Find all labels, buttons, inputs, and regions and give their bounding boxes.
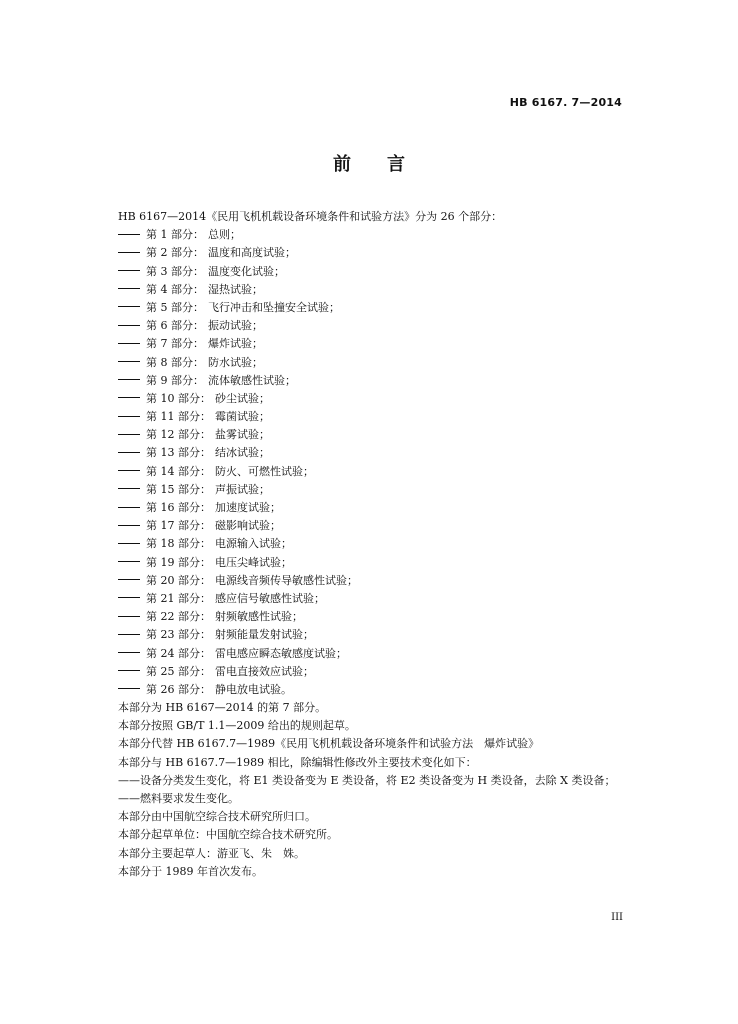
list-dash — [118, 561, 140, 562]
list-dash — [118, 434, 140, 435]
part-title: 电压尖峰试验； — [215, 555, 292, 569]
proposer-statement: 本部分由中国航空综合技术研究所归口。 — [118, 810, 316, 824]
foreword-body — [118, 208, 628, 881]
part-list-item — [118, 281, 628, 299]
list-dash — [118, 306, 140, 307]
part-title: 湿热试验； — [208, 282, 263, 296]
part-list-item — [118, 572, 628, 590]
list-dash — [118, 343, 140, 344]
part-title: 静电放电试验。 — [215, 682, 292, 696]
part-title: 加速度试验； — [215, 501, 281, 514]
part-list-item — [118, 499, 628, 517]
part-title: 霉菌试验； — [215, 410, 270, 424]
part-label: 第 22 部分： — [146, 610, 211, 624]
list-dash — [118, 507, 140, 508]
part-title: 声振试验； — [215, 482, 270, 496]
standard-number: HB 6167. 7—2014 — [509, 96, 622, 109]
list-dash — [118, 688, 140, 689]
part-label: 第 13 部分： — [146, 446, 211, 460]
list-dash — [118, 325, 140, 326]
part-list-item — [118, 463, 628, 481]
list-dash — [118, 488, 140, 489]
page-number: III — [611, 912, 623, 923]
part-label: 第 19 部分： — [146, 555, 211, 569]
part-list-item — [118, 681, 628, 699]
list-dash — [118, 270, 140, 271]
list-dash — [118, 634, 140, 635]
part-list-item — [118, 299, 628, 317]
list-dash — [118, 670, 140, 671]
intro-line: HB 6167—2014《民用飞机机载设备环境条件和试验方法》分为 26 个部分： — [118, 210, 503, 223]
list-dash — [118, 579, 140, 580]
first-release-statement: 本部分于 1989 年首次发布。 — [118, 864, 263, 878]
list-dash — [118, 416, 140, 417]
part-label: 第 1 部分： — [146, 228, 204, 242]
list-dash — [118, 379, 140, 380]
part-list-item — [118, 554, 628, 572]
part-list-item — [118, 608, 628, 626]
list-dash — [118, 525, 140, 526]
part-list-item — [118, 481, 628, 499]
part-label: 第 21 部分： — [146, 591, 211, 605]
part-label: 第 20 部分： — [146, 573, 211, 587]
part-title: 雷电直接效应试验； — [215, 664, 314, 678]
part-title: 防火、可燃性试验； — [215, 464, 314, 478]
part-label: 第 10 部分： — [146, 391, 211, 405]
part-label: 第 23 部分： — [146, 628, 211, 642]
part-label: 第 12 部分： — [146, 428, 211, 442]
part-list-item — [118, 626, 628, 644]
part-list-item — [118, 444, 628, 462]
part-title: 温度变化试验； — [208, 264, 285, 278]
part-label: 第 18 部分： — [146, 537, 211, 551]
part-number-statement: 本部分为 HB 6167—2014 的第 7 部分。 — [118, 701, 327, 715]
part-list-item — [118, 263, 628, 281]
part-title: 射频敏感性试验； — [215, 610, 303, 624]
part-title: 爆炸试验； — [208, 337, 263, 351]
part-list-item — [118, 408, 628, 426]
part-label: 第 14 部分： — [146, 464, 211, 478]
part-list-item — [118, 590, 628, 608]
part-title: 振动试验； — [208, 319, 263, 333]
part-label: 第 9 部分： — [146, 373, 204, 387]
part-list-item — [118, 226, 628, 244]
list-dash — [118, 616, 140, 617]
list-dash — [118, 597, 140, 598]
part-label: 第 11 部分： — [146, 410, 211, 424]
list-dash — [118, 288, 140, 289]
part-title: 感应信号敏感性试验； — [215, 591, 325, 605]
part-title: 射频能量发射试验； — [215, 628, 314, 642]
list-dash — [118, 234, 140, 235]
drafters-statement: 本部分主要起草人：游亚飞、朱 姝。 — [118, 846, 305, 860]
part-title: 砂尘试验； — [215, 391, 270, 405]
changes-intro-statement: 本部分与 HB 6167.7—1989 相比，除编辑性修改外主要技术变化如下： — [118, 755, 477, 769]
part-list-item — [118, 244, 628, 262]
part-label: 第 26 部分： — [146, 682, 211, 696]
part-label: 第 3 部分： — [146, 264, 204, 278]
part-list-item — [118, 372, 628, 390]
part-label: 第 2 部分： — [146, 246, 204, 260]
part-label: 第 8 部分： — [146, 355, 204, 369]
list-dash — [118, 252, 140, 253]
part-title: 盐雾试验； — [215, 428, 270, 442]
part-label: 第 7 部分： — [146, 337, 204, 351]
part-list-item — [118, 517, 628, 535]
part-list-item — [118, 535, 628, 553]
part-title: 磁影响试验； — [215, 519, 281, 533]
part-list-item — [118, 645, 628, 663]
list-dash — [118, 652, 140, 653]
part-title: 温度和高度试验； — [208, 246, 296, 260]
part-title: 总则； — [208, 228, 241, 242]
part-label: 第 24 部分： — [146, 646, 211, 660]
list-dash — [118, 470, 140, 471]
change-item: ——燃料要求发生变化。 — [118, 792, 239, 805]
part-title: 飞行冲击和坠撞安全试验； — [208, 300, 340, 314]
replaces-statement: 本部分代替 HB 6167.7—1989《民用飞机机载设备环境条件和试验方法 爆炸试验》 — [118, 737, 540, 751]
part-title: 防水试验； — [208, 355, 263, 369]
part-label: 第 4 部分： — [146, 282, 204, 296]
part-list-item — [118, 317, 628, 335]
part-list-item — [118, 390, 628, 408]
part-list-item — [118, 354, 628, 372]
part-label: 第 15 部分： — [146, 482, 211, 496]
part-label: 第 25 部分： — [146, 664, 211, 678]
parts-list — [118, 226, 628, 699]
list-dash — [118, 452, 140, 453]
part-label: 第 17 部分： — [146, 519, 211, 533]
part-title: 雷电感应瞬态敏感度试验； — [215, 646, 347, 660]
part-list-item — [118, 426, 628, 444]
part-list-item — [118, 663, 628, 681]
change-item: ——设备分类发生变化，将 E1 类设备变为 E 类设备，将 E2 类设备变为 H 类设备，去除 X 类设备； — [118, 773, 616, 787]
part-title: 流体敏感性试验； — [208, 373, 296, 387]
page-title: 前言 — [333, 154, 441, 175]
part-title: 电源线音频传导敏感性试验； — [215, 573, 358, 587]
part-title: 电源输入试验； — [215, 537, 292, 551]
part-label: 第 5 部分： — [146, 300, 204, 314]
part-list-item — [118, 335, 628, 353]
list-dash — [118, 397, 140, 398]
list-dash — [118, 361, 140, 362]
part-label: 第 16 部分： — [146, 501, 211, 514]
drafting-rules-statement: 本部分按照 GB/T 1.1—2009 给出的规则起草。 — [118, 719, 356, 733]
part-title: 结冰试验； — [215, 446, 270, 460]
drafting-unit-statement: 本部分起草单位：中国航空综合技术研究所。 — [118, 828, 338, 842]
part-label: 第 6 部分： — [146, 319, 204, 333]
list-dash — [118, 543, 140, 544]
